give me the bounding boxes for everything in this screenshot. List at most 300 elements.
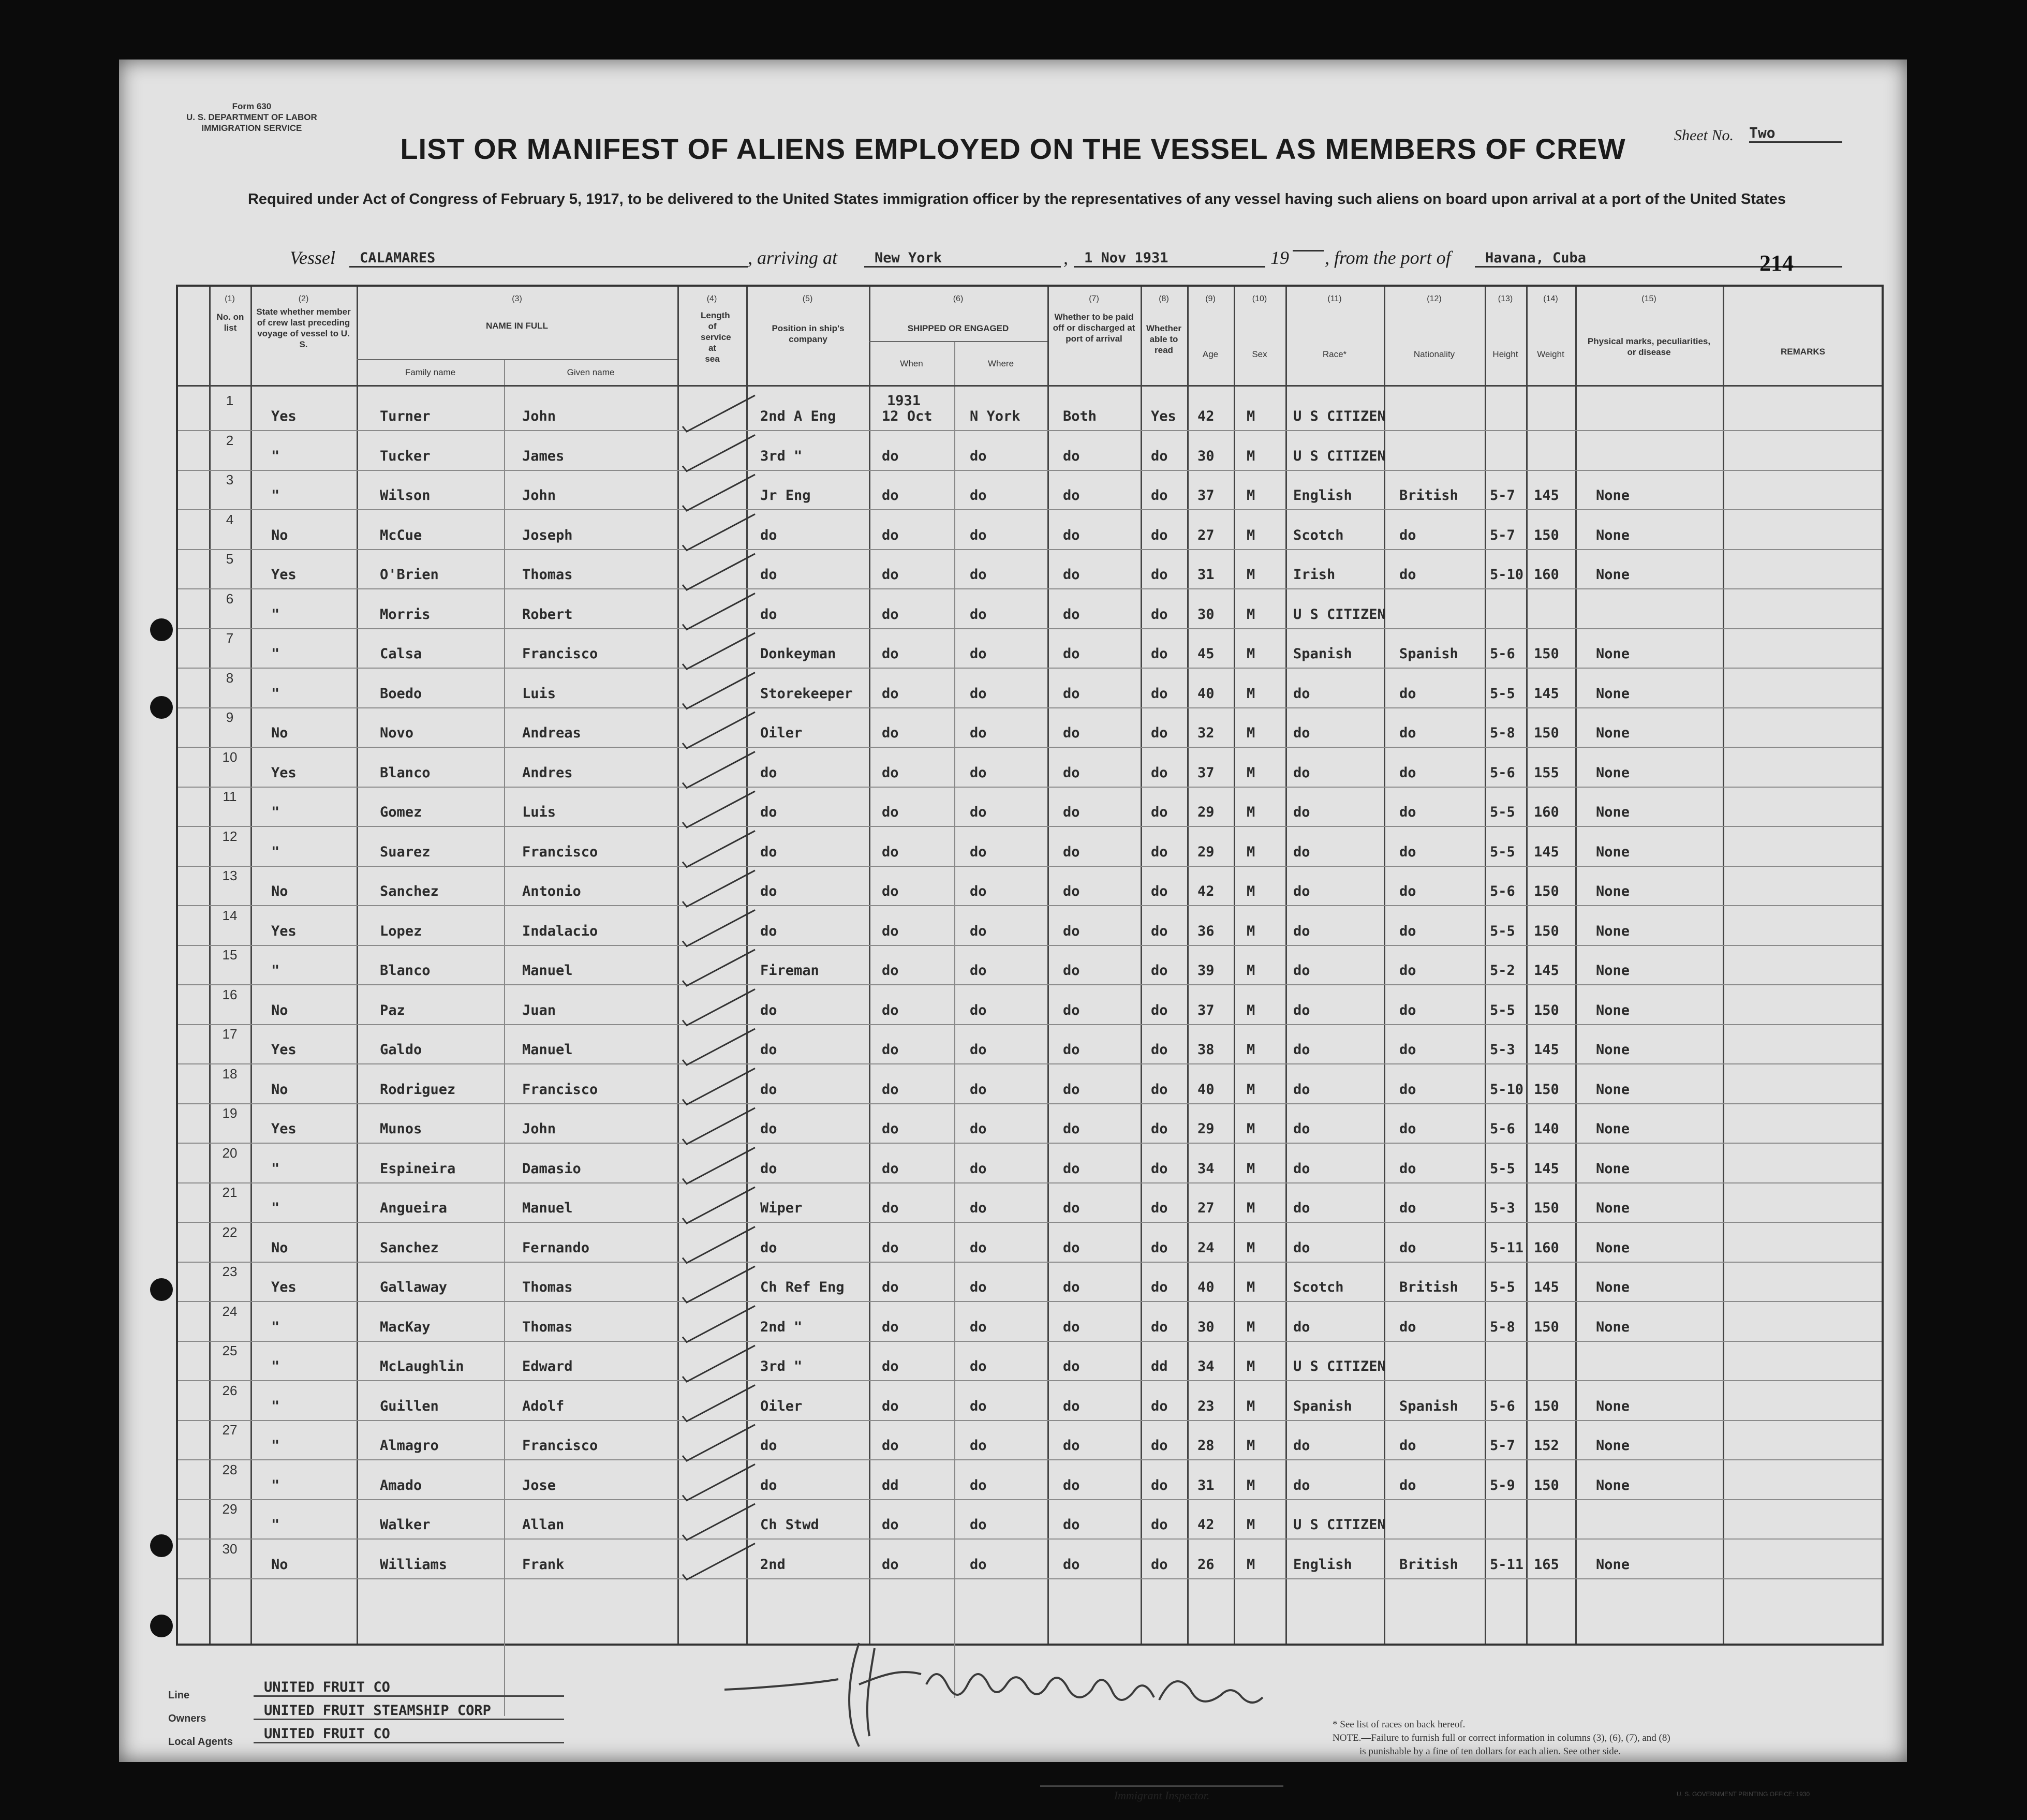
table-row-rule: [178, 945, 1882, 946]
table-row-rule: [178, 1262, 1882, 1263]
binder-hole: [150, 1615, 173, 1637]
able-to-read-cell: do: [1151, 1200, 1168, 1216]
header-position: Position in ship's company: [772, 323, 845, 344]
header-num-10: (10): [1252, 294, 1267, 303]
position-cell: Ch Stwd: [760, 1517, 819, 1533]
position-cell: Oiler: [760, 725, 803, 741]
able-to-read-cell: dd: [1151, 1358, 1168, 1374]
weight-cell: 160: [1534, 1239, 1559, 1256]
shipped-when-cell: do: [882, 1279, 899, 1295]
height-cell: 5-5: [1490, 1002, 1515, 1018]
position-cell: do: [760, 1239, 777, 1256]
prev-voyage-cell: ": [271, 646, 280, 662]
shipped-where-cell: do: [970, 1279, 987, 1295]
sex-cell: M: [1247, 1081, 1255, 1098]
sex-cell: M: [1247, 963, 1255, 979]
race-cell: Scotch: [1293, 527, 1344, 543]
shipped-where-cell: do: [970, 1002, 987, 1018]
sex-cell: M: [1247, 1358, 1255, 1374]
sex-cell: M: [1247, 923, 1255, 939]
nationality-cell: do: [1399, 685, 1416, 702]
weight-cell: 152: [1534, 1438, 1559, 1454]
table-row-rule: [178, 1578, 1882, 1579]
race-cell: do: [1293, 1239, 1310, 1256]
shipped-year: 1931: [887, 393, 921, 409]
prev-voyage-cell: ": [271, 448, 280, 464]
family-name-cell: Morris: [380, 606, 431, 623]
position-cell: Storekeeper: [760, 685, 853, 702]
able-to-read-cell: do: [1151, 448, 1168, 464]
check-mark: [683, 950, 755, 986]
table-row-rule: [178, 1301, 1882, 1302]
race-cell: do: [1293, 804, 1310, 820]
height-cell: 5-11: [1490, 1556, 1524, 1573]
check-mark: [683, 910, 755, 946]
age-cell: 45: [1197, 646, 1215, 662]
family-name-cell: Munos: [380, 1121, 422, 1137]
sex-cell: M: [1247, 1556, 1255, 1573]
age-cell: 37: [1197, 764, 1215, 781]
check-mark: [683, 1504, 755, 1540]
position-cell: do: [760, 883, 777, 899]
prev-voyage-cell: ": [271, 1477, 280, 1493]
header-nationality: Nationality: [1413, 349, 1455, 359]
able-to-read-cell: do: [1151, 1121, 1168, 1137]
nationality-cell: do: [1399, 764, 1416, 781]
position-cell: do: [760, 1042, 777, 1058]
weight-cell: 155: [1534, 764, 1559, 781]
manifest-sheet: Form 630 U. S. DEPARTMENT OF LABOR IMMIGRATION SERVICE Sheet No. Two LIST OR MANIFEST OF ALIENS EMPLOYED ON THE VESSEL AS MEMBERS OF CREW Required under Act of Congress of February 5, 1917, to be delivered to the United States immigration officer by the representatives of any vessel having such aliens on board upon arrival at a port of the United States Vessel CALAMARES , arriving at New York , 1 Nov 1931 19 , from the port of Havana, Cuba 214 (1) (2) (3) (4) (5) (6) (7) (8) (9) (10) (11) (12) (13) (14) (15) No. on list State whether member of crew last preceding voyage of vessel to U. S. NAME IN FULL Family name Given name Length of service at sea Position in ship's company SHIPPED OR ENGAGED When Where Whether to be paid off or discharged at port of arrival Whether able to read Age Sex Race* Nationality Height Weight Physical marks, peculiarities, or disease REMARKS 1931 1 Yes Turner John 2nd A Eng 12 Oct N York Both Yes 42 M U S CITIZEN 2 " Tucker James 3rd " do do do do 30 M U S CITIZEN 3 " Wilson John Jr Eng do do do do 37 M English British 5-7 145 None 4 No McCue Joseph do do do do do 27 M Scotch do 5-7 150 None 5 Yes O'Brien Thomas do do do do do 31 M Irish do 5-10 160 None 6 " Morris Robert do do do do do 30 M U S CITIZEN 7 " Calsa Francisco Donkeyman do do do do 45 M Spanish Spanish 5-6 150 None 8 " Boedo Luis Storekeeper do do do do 40 M do do 5-5 145 None 9 No Novo Andreas Oiler do do do do 32 M do do 5-8 150 None 10 Yes Blanco Andres do do do do do 37 M do do 5-6 155 None 11 " Gomez Luis do do do do do 29 M do do 5-5 160 None 12 " Suarez Francisco do do do do do 29 M do do 5-5 145 None 13 No Sanchez Antonio do do do do do 42 M do do 5-6 150 None 14 Yes Lopez Indalacio do do do do do 36 M do do 5-5 150 None 15 " Blanco Manuel Fireman do do do do 39 M do do 5-2 145 None 16 No Paz Juan do do do do do 37 M do do 5-5 150 None 17 Yes Galdo Manuel do do do do do 38 M do do 5-3 145 None 18 No Rodriguez Francisco do do do do do 40 M do do 5-10 150 None 19 Yes Munos John do do do do do 29 M do do 5-6 140 None 20 " Espineira Damasio do do do do do 34 M do do 5-5 145 None 21 " Angueira Manuel Wiper do do do do 27 M do do 5-3 150 None 22 No Sanchez Fernando do do do do do 24 M do do 5-11 160 None 23 Yes Gallaway Thomas Ch Ref Eng do do do do 40 M Scotch British 5-5 145 None 24 " MacKay Thomas 2nd " do do do do 30 M do do 5-8 150 None 25 " McLaughlin Edward 3rd " do do do dd 34 M U S CITIZEN 26 " Guillen Adolf Oiler do do do do 23 M Spanish Spanish 5-6 150 None 27 " Almagro Francisco do do do do do 28 M do do 5-7 152 None 28 " Amado Jose do dd do do do 31 M do do 5-9 150 None 29 " Walker Allan Ch Stwd do do do do 42 M U S CITIZEN 30 No Williams Frank 2nd do do do do 26 M English British 5-11 165 None Line UNITED FRUIT CO Owners UNITED FRUIT STEAMSHIP CORP Local Agents UNITED FRUIT CO Immigrant Inspector. * See list of races on back hereof. NOTE.—Failure to furnish full or correct information in columns (3), (6), (7), and (8) is punishable by a fine of ten dollars for each alien. See other side. U. S. GOVERNMENT PRINTING OFFICE: 1930: [119, 60, 1907, 1762]
footnote-races: * See list of races on back hereof.: [1333, 1719, 1466, 1730]
weight-cell: 145: [1534, 963, 1559, 979]
able-to-read-cell: do: [1151, 527, 1168, 543]
position-cell: do: [760, 1477, 777, 1493]
race-cell: do: [1293, 1319, 1310, 1335]
paid-off-cell: do: [1063, 606, 1080, 623]
row-number: 1: [226, 393, 234, 408]
row-number: 4: [226, 511, 234, 527]
check-mark: [683, 1464, 755, 1501]
prev-voyage-cell: No: [271, 725, 288, 741]
physical-marks-cell: None: [1596, 527, 1630, 543]
sex-cell: M: [1247, 1477, 1255, 1493]
given-name-cell: Robert: [522, 606, 573, 623]
able-to-read-cell: do: [1151, 844, 1168, 860]
given-name-cell: Francisco: [522, 1081, 598, 1098]
nationality-cell: do: [1399, 725, 1416, 741]
line-value: UNITED FRUIT CO: [254, 1679, 564, 1697]
age-cell: 42: [1197, 1517, 1215, 1533]
nationality-cell: do: [1399, 1081, 1416, 1098]
age-cell: 40: [1197, 1279, 1215, 1295]
arriving-port: New York: [864, 250, 1061, 268]
header-num-13: (13): [1498, 294, 1513, 303]
shipped-where-cell: do: [970, 883, 987, 899]
given-name-cell: Luis: [522, 685, 556, 702]
shipped-where-cell: do: [970, 1358, 987, 1374]
weight-cell: 150: [1534, 646, 1559, 662]
able-to-read-cell: do: [1151, 685, 1168, 702]
prev-voyage-cell: ": [271, 1398, 280, 1414]
physical-marks-cell: None: [1596, 804, 1630, 820]
nationality-cell: do: [1399, 844, 1416, 860]
prev-voyage-cell: No: [271, 1239, 288, 1256]
paid-off-cell: do: [1063, 1239, 1080, 1256]
table-row-rule: [178, 588, 1882, 589]
local-agents-value: UNITED FRUIT CO: [254, 1726, 564, 1743]
prev-voyage-cell: Yes: [271, 1042, 297, 1058]
physical-marks-cell: None: [1596, 1002, 1630, 1018]
height-cell: 5-10: [1490, 1081, 1524, 1098]
able-to-read-cell: do: [1151, 1239, 1168, 1256]
table-row-rule: [178, 1103, 1882, 1104]
race-cell: do: [1293, 1042, 1310, 1058]
height-cell: 5-9: [1490, 1477, 1515, 1493]
able-to-read-cell: do: [1151, 1279, 1168, 1295]
able-to-read-cell: do: [1151, 725, 1168, 741]
family-name-cell: Amado: [380, 1477, 422, 1493]
nationality-cell: do: [1399, 1477, 1416, 1493]
sex-cell: M: [1247, 1200, 1255, 1216]
arriving-label: , arriving at: [748, 247, 838, 268]
prev-voyage-cell: No: [271, 1002, 288, 1018]
shipped-when-cell: do: [882, 1002, 899, 1018]
nationality-cell: do: [1399, 1002, 1416, 1018]
check-mark: [683, 1385, 755, 1422]
physical-marks-cell: None: [1596, 685, 1630, 702]
given-name-cell: Manuel: [522, 1042, 573, 1058]
row-number: 27: [222, 1422, 238, 1438]
age-cell: 26: [1197, 1556, 1215, 1573]
shipped-where-cell: do: [970, 606, 987, 623]
race-cell: Scotch: [1293, 1279, 1344, 1295]
arrival-date: 1 Nov 1931: [1074, 250, 1265, 268]
able-to-read-cell: do: [1151, 487, 1168, 504]
physical-marks-cell: None: [1596, 1160, 1630, 1177]
shipped-when-cell: do: [882, 527, 899, 543]
sex-cell: M: [1247, 527, 1255, 543]
footnote-penalty: NOTE.—Failure to furnish full or correct information in columns (3), (6), (7), and (8): [1333, 1733, 1670, 1743]
nationality-cell: do: [1399, 1438, 1416, 1454]
page-title: LIST OR MANIFEST OF ALIENS EMPLOYED ON THE VESSEL AS MEMBERS OF CREW: [400, 132, 1626, 165]
shipped-when-cell: 12 Oct: [882, 408, 933, 424]
shipped-when-cell: do: [882, 606, 899, 623]
given-name-cell: Manuel: [522, 1200, 573, 1216]
given-name-cell: Thomas: [522, 1319, 573, 1335]
header-num-1: (1): [225, 294, 235, 303]
paid-off-cell: do: [1063, 1556, 1080, 1573]
shipped-where-cell: do: [970, 527, 987, 543]
table-row-rule: [178, 1538, 1882, 1540]
binder-hole: [150, 696, 173, 719]
check-mark: [683, 1069, 755, 1105]
departure-port: Havana, Cuba: [1475, 250, 1842, 268]
table-row-rule: [178, 1024, 1882, 1025]
position-cell: Oiler: [760, 1398, 803, 1414]
page-number: 214: [1759, 250, 1794, 276]
owners-value: UNITED FRUIT STEAMSHIP CORP: [254, 1703, 564, 1720]
height-cell: 5-10: [1490, 567, 1524, 583]
weight-cell: 160: [1534, 567, 1559, 583]
check-mark: [683, 673, 755, 709]
family-name-cell: Walker: [380, 1517, 431, 1533]
paid-off-cell: do: [1063, 1517, 1080, 1533]
prev-voyage-cell: No: [271, 883, 288, 899]
prev-voyage-cell: ": [271, 1319, 280, 1335]
row-number: 18: [222, 1066, 238, 1082]
age-cell: 27: [1197, 1200, 1215, 1216]
check-mark: [683, 1227, 755, 1263]
shipped-when-cell: do: [882, 1200, 899, 1216]
age-cell: 28: [1197, 1438, 1215, 1454]
race-cell: do: [1293, 1477, 1310, 1493]
given-name-cell: Juan: [522, 1002, 556, 1018]
check-mark: [683, 475, 755, 511]
family-name-cell: O'Brien: [380, 567, 439, 583]
able-to-read-cell: do: [1151, 567, 1168, 583]
position-cell: Donkeyman: [760, 646, 836, 662]
check-mark: [683, 1148, 755, 1184]
shipped-when-cell: do: [882, 487, 899, 504]
weight-cell: 150: [1534, 923, 1559, 939]
nationality-cell: do: [1399, 1239, 1416, 1256]
position-cell: do: [760, 1160, 777, 1177]
table-row-rule: [178, 1143, 1882, 1144]
family-name-cell: Turner: [380, 408, 431, 424]
height-cell: 5-7: [1490, 487, 1515, 504]
shipped-where-cell: do: [970, 1517, 987, 1533]
shipped-when-cell: do: [882, 725, 899, 741]
table-row-rule: [178, 1182, 1882, 1183]
paid-off-cell: do: [1063, 804, 1080, 820]
physical-marks-cell: None: [1596, 923, 1630, 939]
position-cell: do: [760, 923, 777, 939]
race-cell: do: [1293, 844, 1310, 860]
nationality-cell: do: [1399, 527, 1416, 543]
header-num-4: (4): [706, 294, 717, 303]
binder-hole: [150, 618, 173, 641]
position-cell: Wiper: [760, 1200, 803, 1216]
able-to-read-cell: do: [1151, 606, 1168, 623]
physical-marks-cell: None: [1596, 1200, 1630, 1216]
age-cell: 36: [1197, 923, 1215, 939]
sex-cell: M: [1247, 1239, 1255, 1256]
race-cell: do: [1293, 1081, 1310, 1098]
able-to-read-cell: do: [1151, 1081, 1168, 1098]
physical-marks-cell: None: [1596, 1081, 1630, 1098]
table-row-rule: [178, 866, 1882, 867]
table-row-rule: [178, 747, 1882, 748]
prev-voyage-cell: ": [271, 1517, 280, 1533]
printer-imprint: U. S. GOVERNMENT PRINTING OFFICE: 1930: [1677, 1791, 1810, 1798]
physical-marks-cell: None: [1596, 764, 1630, 781]
row-number: 3: [226, 472, 234, 487]
physical-marks-cell: None: [1596, 1279, 1630, 1295]
shipped-when-cell: do: [882, 646, 899, 662]
paid-off-cell: do: [1063, 1042, 1080, 1058]
year-label: 19: [1270, 247, 1289, 268]
age-cell: 37: [1197, 1002, 1215, 1018]
shipped-when-cell: do: [882, 844, 899, 860]
age-cell: 30: [1197, 606, 1215, 623]
table-row-rule: [178, 1063, 1882, 1064]
row-number: 25: [222, 1343, 238, 1358]
row-number: 11: [223, 789, 237, 804]
position-cell: do: [760, 764, 777, 781]
header-num-5: (5): [802, 294, 813, 303]
row-number: 8: [226, 670, 234, 686]
row-number: 29: [222, 1501, 238, 1517]
paid-off-cell: do: [1063, 923, 1080, 939]
given-name-cell: Fernando: [522, 1239, 590, 1256]
shipped-where-cell: do: [970, 1042, 987, 1058]
race-cell: do: [1293, 883, 1310, 899]
shipped-when-cell: do: [882, 567, 899, 583]
weight-cell: 150: [1534, 1398, 1559, 1414]
able-to-read-cell: do: [1151, 1517, 1168, 1533]
able-to-read-cell: do: [1151, 1398, 1168, 1414]
check-mark: [683, 1425, 755, 1461]
prev-voyage-cell: ": [271, 844, 280, 860]
race-cell: U S CITIZEN: [1293, 1517, 1386, 1533]
given-name-cell: Joseph: [522, 527, 573, 543]
shipped-where-cell: do: [970, 1081, 987, 1098]
weight-cell: 150: [1534, 527, 1559, 543]
paid-off-cell: do: [1063, 527, 1080, 543]
sex-cell: M: [1247, 408, 1255, 424]
row-number: 23: [222, 1264, 238, 1279]
sex-cell: M: [1247, 567, 1255, 583]
weight-cell: 145: [1534, 1160, 1559, 1177]
paid-off-cell: do: [1063, 1081, 1080, 1098]
shipped-when-cell: do: [882, 1319, 899, 1335]
height-cell: 5-8: [1490, 725, 1515, 741]
sex-cell: M: [1247, 1319, 1255, 1335]
family-name-cell: Boedo: [380, 685, 422, 702]
paid-off-cell: do: [1063, 1398, 1080, 1414]
position-cell: do: [760, 527, 777, 543]
physical-marks-cell: None: [1596, 1556, 1630, 1573]
weight-cell: 150: [1534, 725, 1559, 741]
physical-marks-cell: None: [1596, 1042, 1630, 1058]
paid-off-cell: do: [1063, 646, 1080, 662]
row-number: 28: [222, 1461, 238, 1477]
race-cell: do: [1293, 1002, 1310, 1018]
race-cell: do: [1293, 1160, 1310, 1177]
header-family-name: Family name: [405, 367, 456, 377]
nationality-cell: British: [1399, 487, 1458, 504]
height-cell: 5-7: [1490, 1438, 1515, 1454]
age-cell: 32: [1197, 725, 1215, 741]
given-name-cell: Jose: [522, 1477, 556, 1493]
able-to-read-cell: do: [1151, 1438, 1168, 1454]
age-cell: 30: [1197, 1319, 1215, 1335]
nationality-cell: do: [1399, 567, 1416, 583]
given-name-cell: John: [522, 1121, 556, 1137]
table-row-rule: [178, 1341, 1882, 1342]
from-port-label: , from the port of: [1325, 247, 1451, 268]
binder-hole: [150, 1278, 173, 1301]
prev-voyage-cell: ": [271, 804, 280, 820]
nationality-cell: Spanish: [1399, 646, 1458, 662]
age-cell: 40: [1197, 1081, 1215, 1098]
weight-cell: 160: [1534, 804, 1559, 820]
nationality-cell: do: [1399, 883, 1416, 899]
able-to-read-cell: Yes: [1151, 408, 1176, 424]
shipped-where-cell: do: [970, 487, 987, 504]
age-cell: 34: [1197, 1160, 1215, 1177]
header-physical-marks: Physical marks, peculiarities, or disease: [1587, 336, 1711, 357]
race-cell: U S CITIZEN: [1293, 1358, 1386, 1374]
height-cell: 5-5: [1490, 1279, 1515, 1295]
position-cell: do: [760, 804, 777, 820]
row-number: 12: [222, 828, 238, 844]
paid-off-cell: do: [1063, 685, 1080, 702]
line-label: Line: [168, 1690, 190, 1701]
height-cell: 5-3: [1490, 1042, 1515, 1058]
nationality-cell: do: [1399, 1160, 1416, 1177]
family-name-cell: McLaughlin: [380, 1358, 464, 1374]
check-mark: [683, 514, 755, 551]
header-num-2: (2): [298, 294, 309, 303]
footnote-penalty-cont: is punishable by a fine of ten dollars for each alien. See other side.: [1359, 1746, 1621, 1757]
header-able-to-read: Whether able to read: [1146, 323, 1181, 355]
position-cell: 2nd: [760, 1556, 786, 1573]
shipped-where-cell: do: [970, 1438, 987, 1454]
crew-table: [176, 285, 1884, 1646]
header-num-15: (15): [1641, 294, 1656, 303]
family-name-cell: Angueira: [380, 1200, 448, 1216]
age-cell: 29: [1197, 804, 1215, 820]
weight-cell: 150: [1534, 1477, 1559, 1493]
nationality-cell: do: [1399, 963, 1416, 979]
age-cell: 31: [1197, 567, 1215, 583]
check-mark: [683, 989, 755, 1026]
paid-off-cell: do: [1063, 567, 1080, 583]
header-num-12: (12): [1427, 294, 1442, 303]
age-cell: 29: [1197, 1121, 1215, 1137]
race-cell: do: [1293, 963, 1310, 979]
height-cell: 5-5: [1490, 804, 1515, 820]
table-row-rule: [178, 787, 1882, 788]
physical-marks-cell: None: [1596, 1477, 1630, 1493]
prev-voyage-cell: ": [271, 1200, 280, 1216]
row-number: 2: [226, 432, 234, 448]
nationality-cell: do: [1399, 923, 1416, 939]
header-num-3: (3): [512, 294, 522, 303]
shipped-where-cell: do: [970, 963, 987, 979]
given-name-cell: Allan: [522, 1517, 565, 1533]
prev-voyage-cell: Yes: [271, 408, 297, 424]
table-row-rule: [178, 1380, 1882, 1381]
able-to-read-cell: do: [1151, 804, 1168, 820]
shipped-where-cell: N York: [970, 408, 1020, 424]
nationality-cell: Spanish: [1399, 1398, 1458, 1414]
given-name-cell: Thomas: [522, 567, 573, 583]
physical-marks-cell: None: [1596, 1121, 1630, 1137]
height-cell: 5-2: [1490, 963, 1515, 979]
age-cell: 34: [1197, 1358, 1215, 1374]
weight-cell: 140: [1534, 1121, 1559, 1137]
able-to-read-cell: do: [1151, 1160, 1168, 1177]
age-cell: 27: [1197, 527, 1215, 543]
paid-off-cell: do: [1063, 1358, 1080, 1374]
family-name-cell: Paz: [380, 1002, 405, 1018]
shipped-where-cell: do: [970, 685, 987, 702]
weight-cell: 150: [1534, 883, 1559, 899]
row-number: 6: [226, 590, 234, 606]
shipped-when-cell: do: [882, 1239, 899, 1256]
